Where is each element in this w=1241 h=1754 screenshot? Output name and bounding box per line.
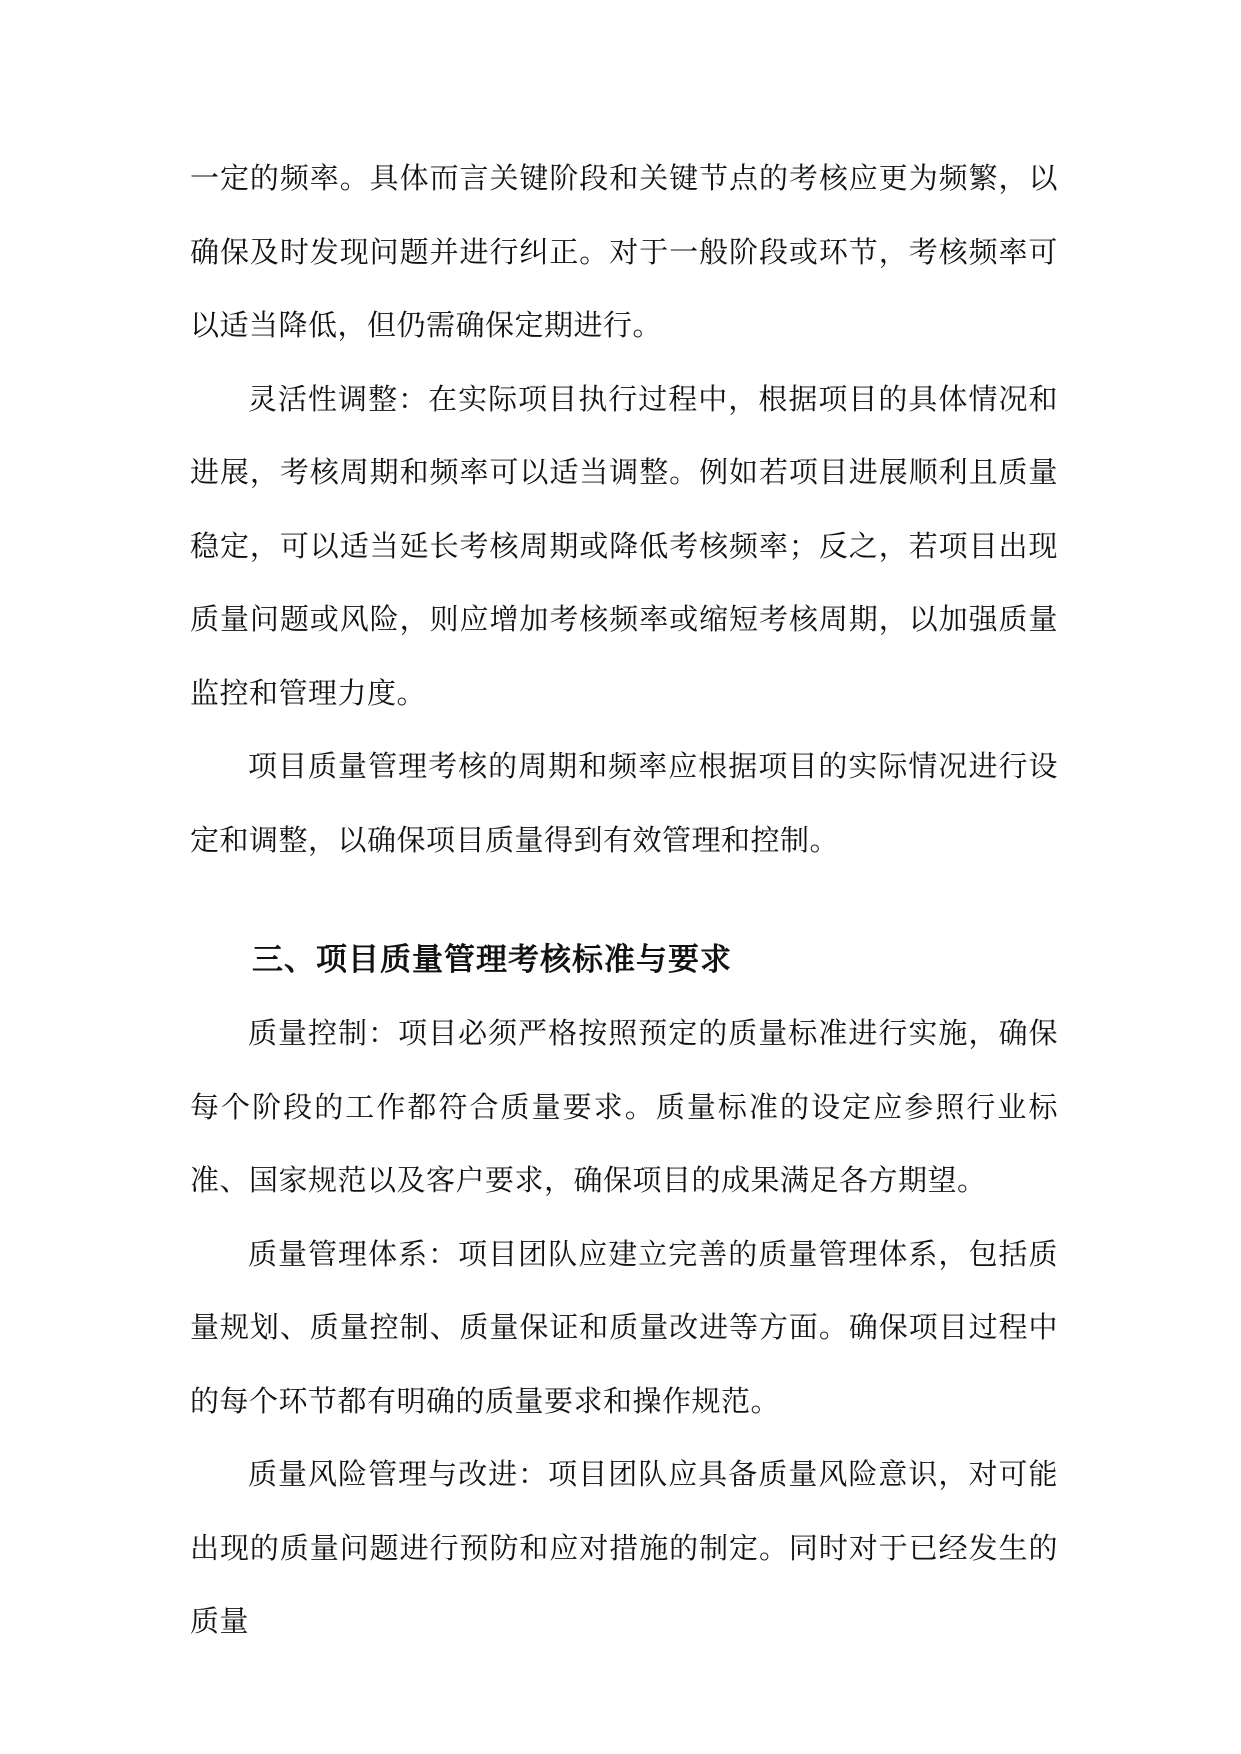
paragraph-quality-control: 质量控制：项目必须严格按照预定的质量标准进行实施，确保每个阶段的工作都符合质量要求。质量标准的设定应参照行业标准、国家规范以及客户要求，确保项目的成果满足各方期望。 — [190, 1016, 1058, 1197]
paragraph-frequency-continuation: 一定的频率。具体而言关键阶段和关键节点的考核应更为频繁，以确保及时发现问题并进行纠正。对于一般阶段或环节，考核频率可以适当降低，但仍需确保定期进行。 — [190, 161, 1058, 342]
paragraph-quality-risk-management: 质量风险管理与改进：项目团队应具备质量风险意识，对可能出现的质量问题进行预防和应对措施的制定。同时对于已经发生的质量 — [190, 1457, 1058, 1638]
section-heading: 三、项目质量管理考核标准与要求 — [252, 942, 732, 978]
paragraph-cycle-summary: 项目质量管理考核的周期和频率应根据项目的实际情况进行设定和调整，以确保项目质量得到有效管理和控制。 — [190, 749, 1058, 857]
document-body — [190, 142, 1058, 1659]
paragraph-quality-management-system: 质量管理体系：项目团队应建立完善的质量管理体系，包括质量规划、质量控制、质量保证和质量改进等方面。确保项目过程中的每个环节都有明确的质量要求和操作规范。 — [190, 1236, 1058, 1418]
paragraph-flexible-adjustment: 灵活性调整：在实际项目执行过程中，根据项目的具体情况和进展，考核周期和频率可以适当调整。例如若项目进展顺利且质量稳定，可以适当延长考核周期或降低考核频率；反之，若项目出现质量问题或风险，则应增加考核频率或缩短考核周期，以加强质量监控和管理力度。 — [190, 381, 1058, 710]
